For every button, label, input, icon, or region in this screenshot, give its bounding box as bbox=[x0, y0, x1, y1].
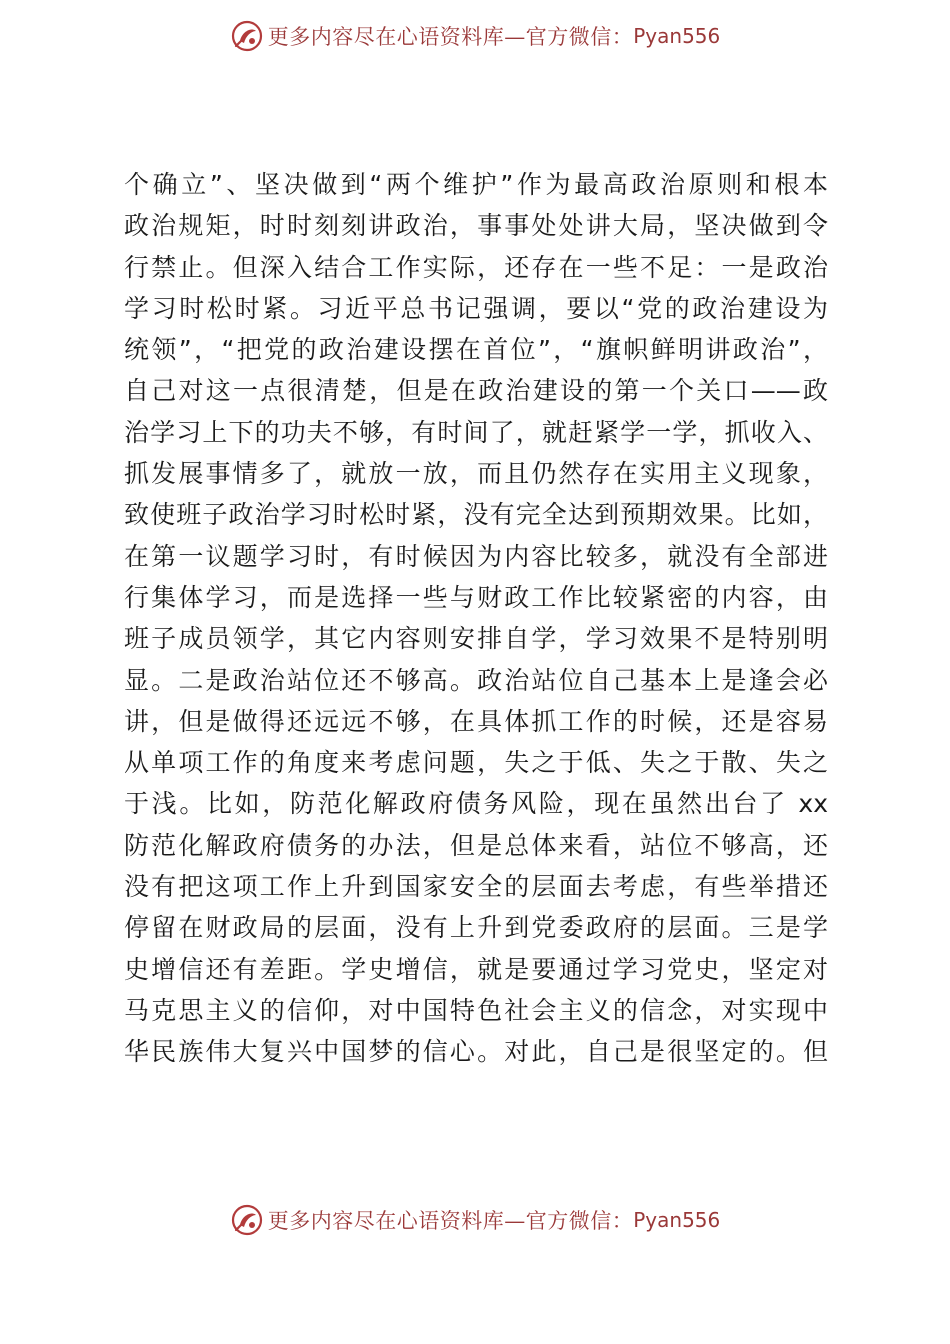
body-line: 防范化解政府债务的办法，但是总体来看，站位不够高，还 bbox=[124, 830, 828, 860]
body-line: 自己对这一点很清楚，但是在政治建设的第一个关口——政 bbox=[124, 376, 828, 406]
brand-logo-icon bbox=[230, 1203, 264, 1237]
body-line: 学习时松时紧。习近平总书记强调，要以“党的政治建设为 bbox=[124, 293, 828, 323]
body-line: 从单项工作的角度来考虑问题，失之于低、失之于散、失之 bbox=[124, 748, 828, 778]
document-body bbox=[124, 164, 828, 1073]
body-line: 致使班子政治学习时松时紧，没有完全达到预期效果。比如， bbox=[124, 500, 828, 530]
body-line: 行集体学习，而是选择一些与财政工作比较紧密的内容，由 bbox=[124, 582, 828, 612]
body-line: 讲，但是做得还远远不够，在具体抓工作的时候，还是容易 bbox=[124, 706, 828, 736]
body-line: 于浅。比如，防范化解政府债务风险，现在虽然出台了 xx bbox=[124, 789, 828, 819]
header-banner-text: 更多内容尽在心语资料库—官方微信： bbox=[267, 25, 634, 49]
body-line: 史增信还有差距。学史增信，就是要通过学习党史，坚定对 bbox=[124, 954, 828, 984]
body-line: 华民族伟大复兴中国梦的信心。对此，自己是很坚定的。但 bbox=[124, 1037, 828, 1067]
body-line: 显。二是政治站位还不够高。政治站位自己基本上是逢会必 bbox=[124, 665, 828, 695]
body-line: 抓发展事情多了，就放一放，而且仍然存在实用主义现象， bbox=[124, 459, 828, 489]
brand-logo-icon bbox=[230, 19, 264, 53]
footer-banner-text: 更多内容尽在心语资料库—官方微信： bbox=[267, 1209, 634, 1233]
header-wechat-handle: Pyan556 bbox=[633, 24, 721, 48]
body-line: 统领”，“把党的政治建设摆在首位”，“旗帜鲜明讲政治”， bbox=[124, 335, 828, 365]
body-line: 停留在财政局的层面，没有上升到党委政府的层面。三是学 bbox=[124, 913, 828, 943]
body-line: 在第一议题学习时，有时候因为内容比较多，就没有全部进 bbox=[124, 541, 828, 571]
body-line: 班子成员领学，其它内容则安排自学，学习效果不是特别明 bbox=[124, 624, 828, 654]
footer-banner bbox=[0, 1200, 950, 1240]
body-line: 没有把这项工作上升到国家安全的层面去考虑，有些举措还 bbox=[124, 872, 828, 902]
body-line: 政治规矩，时时刻刻讲政治，事事处处讲大局，坚决做到令 bbox=[124, 211, 828, 241]
body-line: 行禁止。但深入结合工作实际，还存在一些不足：一是政治 bbox=[124, 252, 828, 282]
footer-wechat-handle: Pyan556 bbox=[633, 1208, 721, 1232]
body-line: 治学习上下的功夫不够，有时间了，就赶紧学一学，抓收入、 bbox=[124, 417, 828, 447]
header-banner bbox=[0, 16, 950, 56]
body-line: 个确立”、坚决做到“两个维护”作为最高政治原则和根本 bbox=[124, 170, 828, 199]
body-line: 马克思主义的信仰，对中国特色社会主义的信念，对实现中 bbox=[124, 995, 828, 1025]
